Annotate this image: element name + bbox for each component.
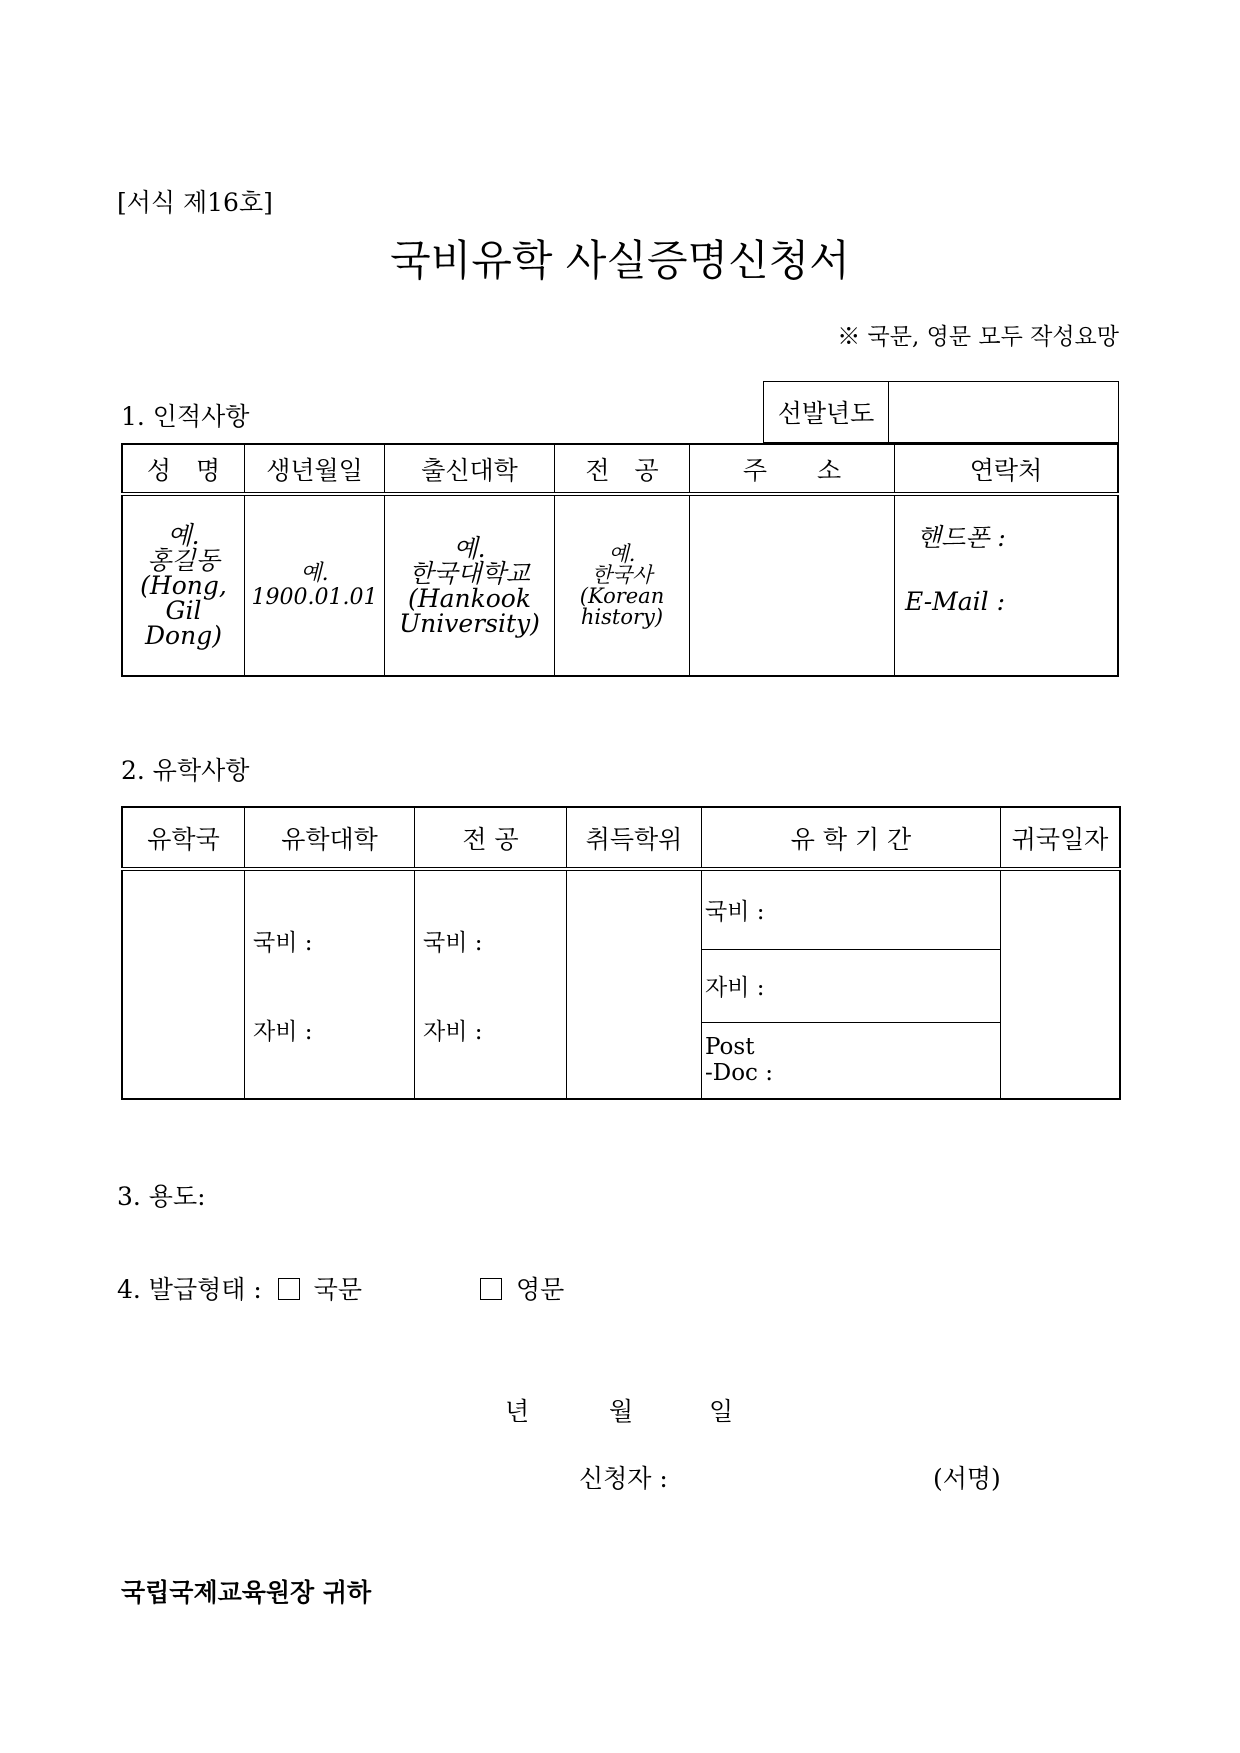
period-postdoc-cell[interactable] xyxy=(702,1022,1001,1099)
period-gov-cell[interactable]: 국비 : xyxy=(702,869,1001,949)
recipient: 국립국제교육원장 귀하 xyxy=(121,1578,372,1607)
section-4-label: 4. 발급형태 : xyxy=(117,1275,262,1304)
contact-cell[interactable] xyxy=(895,494,1119,676)
postdoc-label: Post xyxy=(705,1034,755,1061)
header-name: 성 명 xyxy=(122,444,245,494)
major-self-label: 자비 : xyxy=(423,1018,483,1045)
example-name-ko: 홍길동 xyxy=(147,546,220,575)
form-number: [서식 제16호] xyxy=(117,188,273,217)
date-year: 년 xyxy=(505,1397,530,1426)
period-self-cell[interactable]: 자비 : xyxy=(702,949,1001,1022)
selection-year-field[interactable] xyxy=(889,382,1119,443)
header-period: 유 학 기 간 xyxy=(702,807,1001,869)
univ-gov-label: 국비 : xyxy=(253,929,313,956)
checkbox[interactable] xyxy=(278,1278,300,1300)
selection-year-label: 선발년도 xyxy=(764,382,889,443)
header-major: 전 공 xyxy=(415,807,567,869)
applicant-label: 신청자 : xyxy=(579,1464,668,1493)
example-name-en: Gil xyxy=(165,596,202,625)
return-date-cell[interactable] xyxy=(1001,869,1121,1099)
univ-self-label: 자비 : xyxy=(253,1018,313,1045)
university-cell[interactable] xyxy=(385,494,555,676)
option-english-label: 영문 xyxy=(516,1275,565,1304)
example-name-en: (Hong, xyxy=(140,571,227,600)
example-major-en: (Korean xyxy=(579,583,665,608)
university-cell[interactable] xyxy=(245,869,415,1099)
example-prefix: 예. xyxy=(608,541,636,566)
section-3-label: 3. 용도: xyxy=(117,1182,206,1211)
checkbox[interactable] xyxy=(480,1278,502,1300)
birth-cell[interactable] xyxy=(245,494,385,676)
section-4 xyxy=(117,1270,564,1306)
option-english[interactable] xyxy=(480,1275,564,1304)
header-country: 유학국 xyxy=(122,807,245,869)
page-title: 국비유학 사실증명신청서 xyxy=(390,236,850,285)
personal-info-table xyxy=(121,443,1119,677)
example-prefix: 예. xyxy=(453,533,486,563)
example-birth: 1900.01.01 xyxy=(251,584,378,610)
section-1-label: 1. 인적사항 xyxy=(121,402,250,431)
country-cell[interactable] xyxy=(122,869,245,1099)
header-university: 출신대학 xyxy=(385,444,555,494)
address-cell[interactable] xyxy=(690,494,895,676)
name-cell[interactable] xyxy=(122,494,245,676)
major-cell[interactable] xyxy=(555,494,690,676)
option-korean[interactable] xyxy=(278,1275,362,1304)
example-name-en: Dong) xyxy=(145,621,222,650)
study-abroad-table xyxy=(121,806,1121,1100)
section-2-label: 2. 유학사항 xyxy=(121,756,250,785)
header-birth: 생년월일 xyxy=(245,444,385,494)
header-contact: 연락처 xyxy=(895,444,1119,494)
selection-year-box xyxy=(763,381,1119,443)
header-degree: 취득학위 xyxy=(567,807,702,869)
header-university: 유학대학 xyxy=(245,807,415,869)
degree-cell[interactable] xyxy=(567,869,702,1099)
header-major: 전 공 xyxy=(555,444,690,494)
example-university-en: University) xyxy=(399,608,540,638)
phone-label: 핸드폰 : xyxy=(917,523,1006,552)
date-day: 일 xyxy=(709,1397,734,1426)
postdoc-label: -Doc : xyxy=(705,1060,774,1087)
date-month: 월 xyxy=(609,1397,634,1426)
email-label: E-Mail : xyxy=(905,587,1006,616)
header-address: 주 소 xyxy=(690,444,895,494)
header-return-date: 귀국일자 xyxy=(1001,807,1121,869)
example-university-en: (Hankook xyxy=(408,583,531,613)
major-gov-label: 국비 : xyxy=(423,929,483,956)
note: ※ 국문, 영문 모두 작성요망 xyxy=(837,324,1119,350)
major-cell[interactable] xyxy=(415,869,567,1099)
signature-label: (서명) xyxy=(933,1464,1001,1493)
option-korean-label: 국문 xyxy=(313,1275,363,1304)
example-university-ko: 한국대학교 xyxy=(409,558,530,588)
example-major-ko: 한국사 xyxy=(591,562,653,587)
example-major-en: history) xyxy=(580,604,664,629)
example-prefix: 예. xyxy=(167,521,200,550)
example-prefix: 예. xyxy=(300,560,329,586)
